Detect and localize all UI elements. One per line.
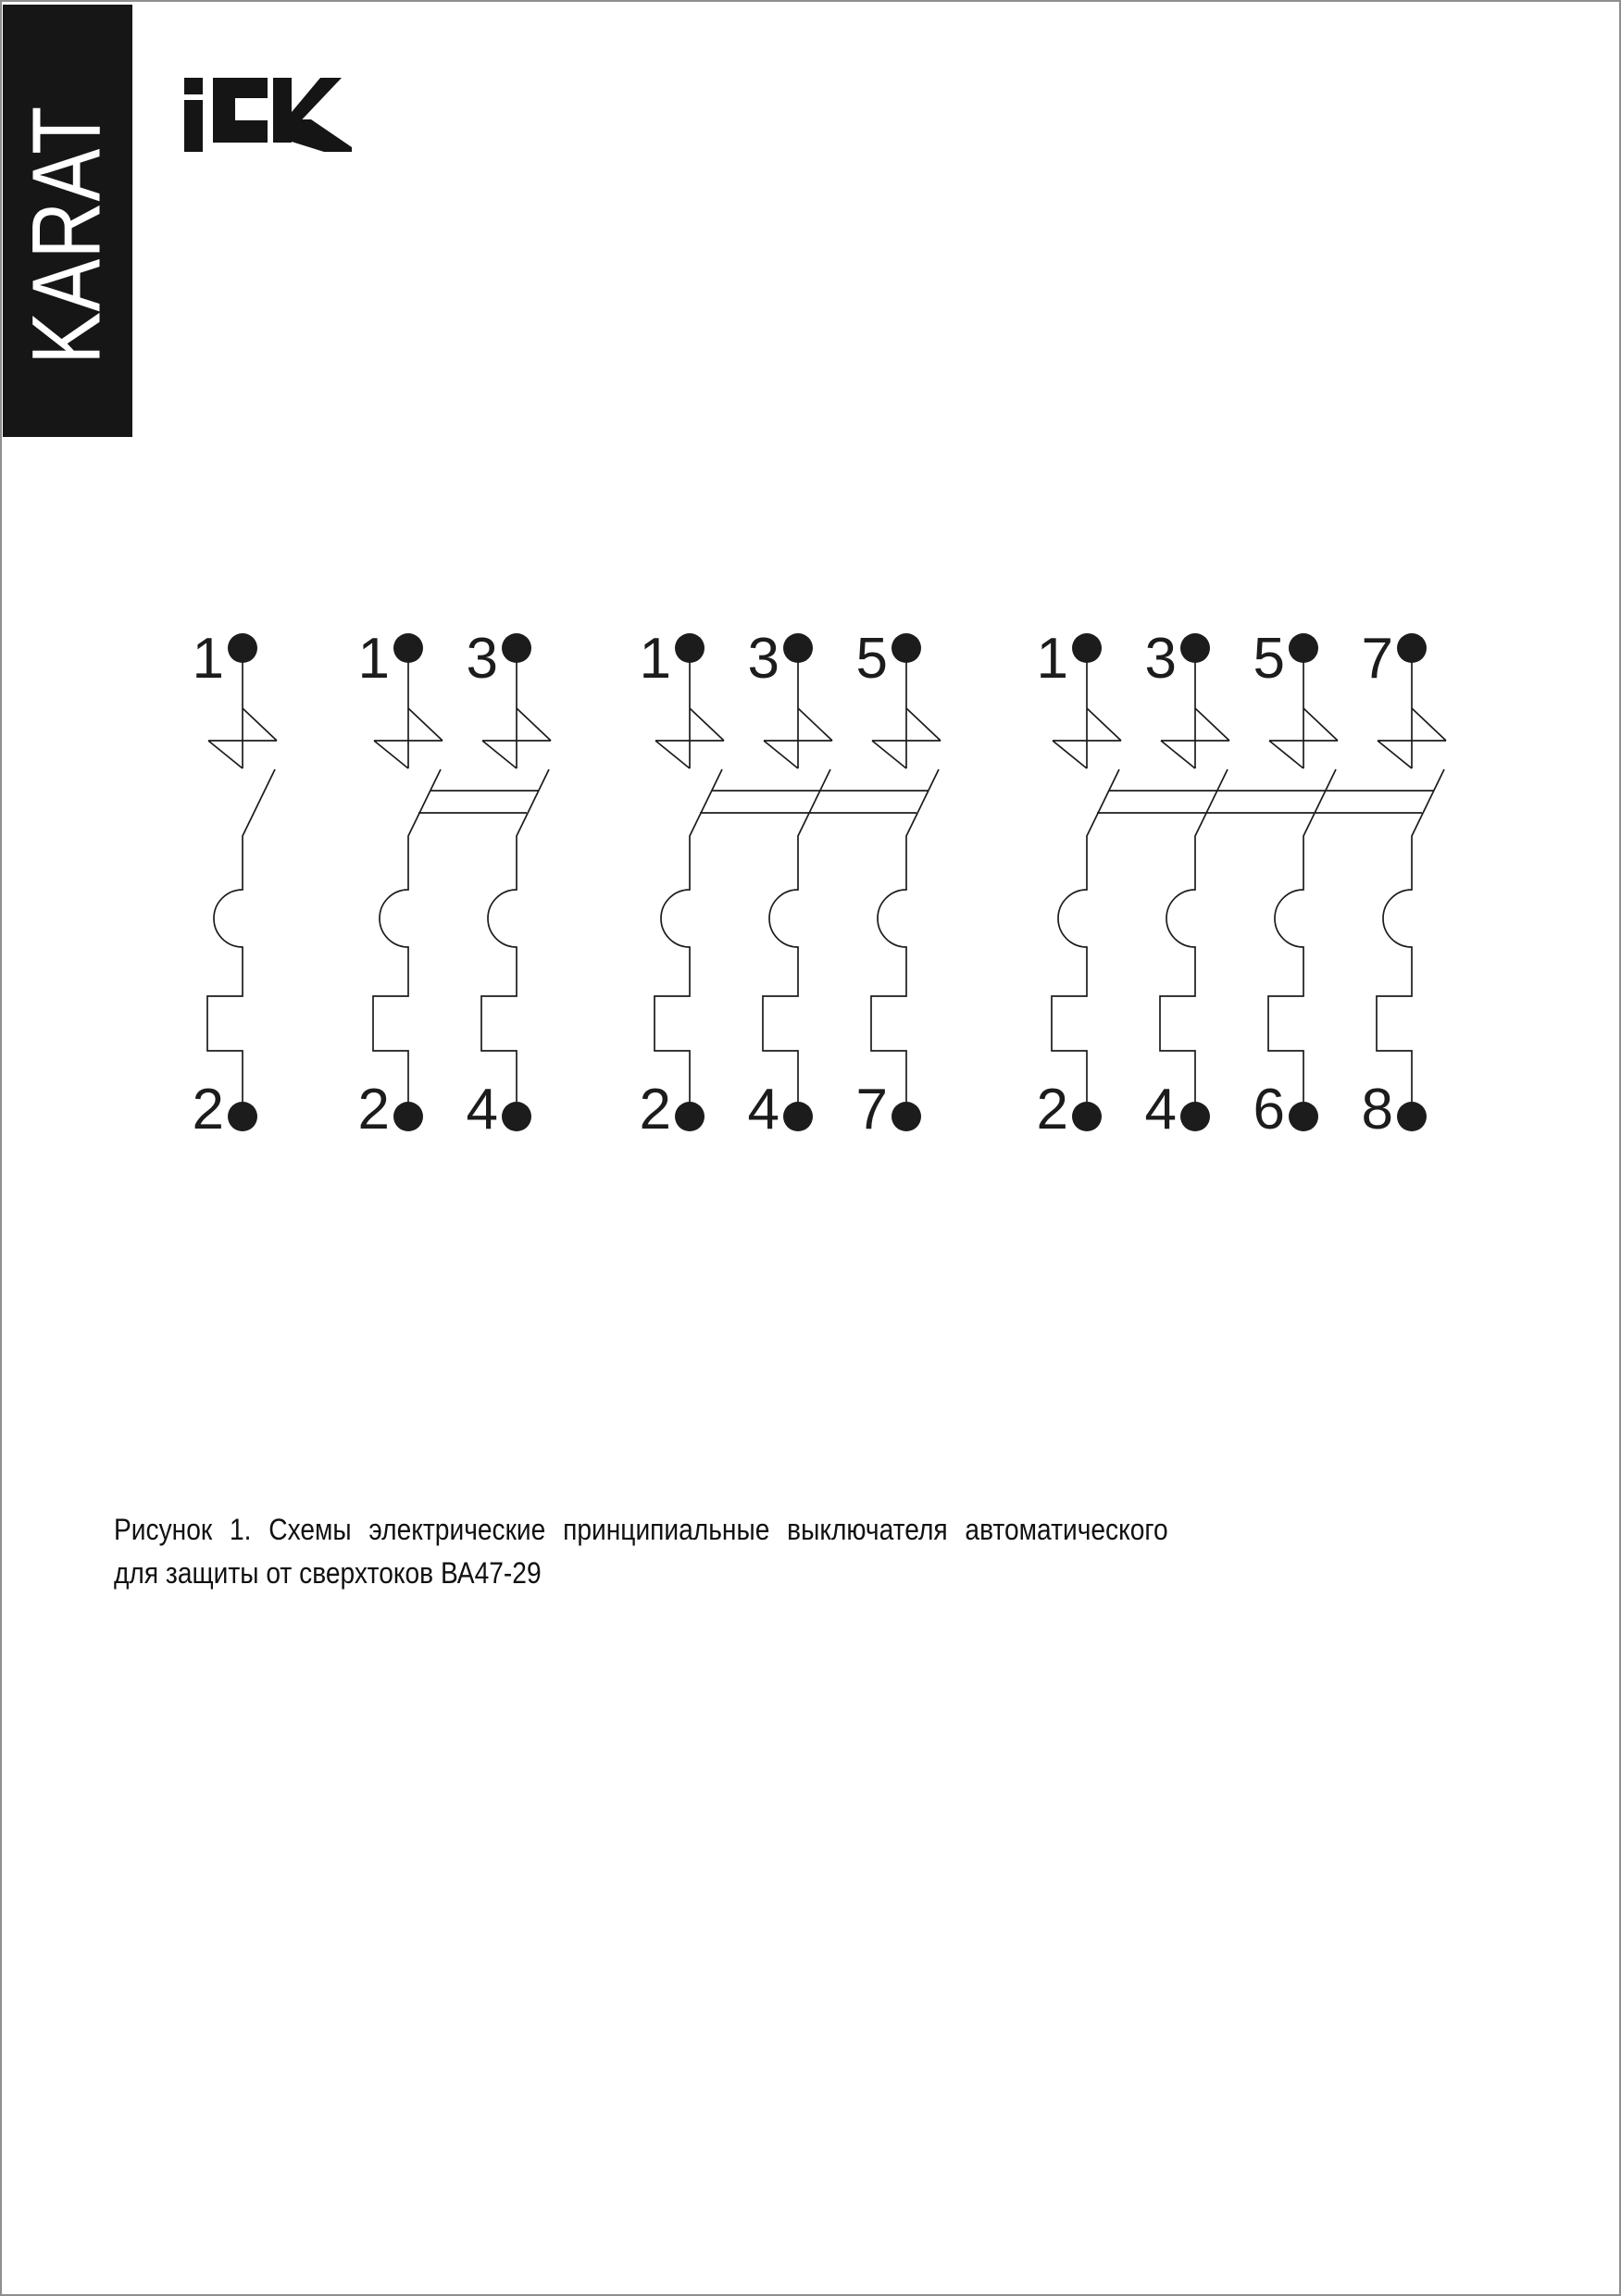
top-terminal-label: 3 [1144,627,1177,691]
pole-circuit-lines [207,648,277,1117]
top-terminal-dot [1072,633,1102,663]
bottom-terminal-label: 7 [855,1078,888,1142]
top-terminal-label: 3 [466,627,498,691]
top-terminal-dot [783,633,813,663]
bottom-terminal-label: 4 [1144,1078,1177,1142]
bottom-terminal-label: 2 [639,1078,671,1142]
bottom-terminal-dot [783,1102,813,1131]
top-terminal-label: 7 [1361,627,1393,691]
top-terminal-dot [1289,633,1318,663]
top-terminal-label: 1 [357,627,390,691]
bottom-terminal-dot [228,1102,257,1131]
pole-circuit-lines [373,648,551,1117]
figure-caption-line1: Рисунок 1. Схемы электрические принципиальные выключателя автоматического [114,1513,1168,1546]
top-terminal-dot [675,633,705,663]
bottom-terminal-label: 2 [1036,1078,1068,1142]
top-terminal-dot [1180,633,1210,663]
bottom-terminal-dot [1397,1102,1427,1131]
bottom-terminal-dot [1072,1102,1102,1131]
top-terminal-label: 3 [747,627,779,691]
bottom-terminal-dot [892,1102,921,1131]
breaker-1-pole [193,627,277,1142]
breaker-3-pole [640,627,941,1142]
top-terminal-label: 5 [1253,627,1285,691]
bottom-terminal-dot [502,1102,531,1131]
top-terminal-dot [892,633,921,663]
bottom-terminal-label: 4 [747,1078,779,1142]
top-terminal-dot [1397,633,1427,663]
top-terminal-label: 1 [639,627,671,691]
bottom-terminal-label: 6 [1253,1078,1285,1142]
breaker-schematics [2,2,1621,2296]
breaker-2-pole [358,627,551,1142]
top-terminal-dot [502,633,531,663]
top-terminal-dot [228,633,257,663]
pole-circuit-lines [1052,648,1446,1117]
top-terminal-label: 1 [192,627,224,691]
bottom-terminal-label: 8 [1361,1078,1393,1142]
top-terminal-label: 5 [855,627,888,691]
figure-caption-line2: для защиты от сверхтоков ВА47-29 [114,1556,542,1590]
bottom-terminal-dot [675,1102,705,1131]
bottom-terminal-label: 2 [357,1078,390,1142]
bottom-terminal-label: 2 [192,1078,224,1142]
top-terminal-dot [393,633,423,663]
bottom-terminal-dot [1180,1102,1210,1131]
karat-vertical-label: KARAT [12,106,120,365]
bottom-terminal-dot [1289,1102,1318,1131]
bottom-terminal-dot [393,1102,423,1131]
bottom-terminal-label: 4 [466,1078,498,1142]
top-terminal-label: 1 [1036,627,1068,691]
pole-circuit-lines [655,648,941,1117]
breaker-4-pole [1037,627,1446,1142]
